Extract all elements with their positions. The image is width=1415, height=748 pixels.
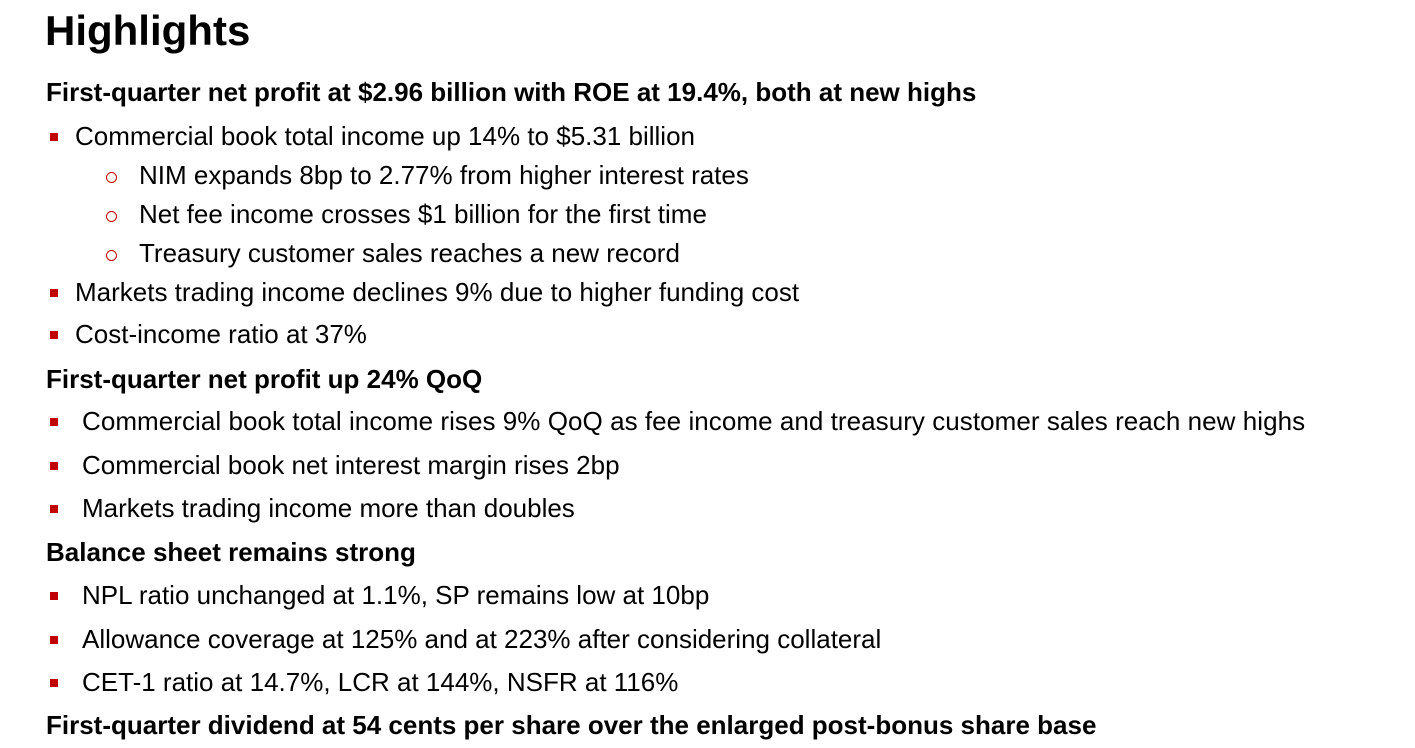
square-bullet-icon (50, 418, 58, 426)
square-bullet-icon (50, 289, 58, 297)
list-item (50, 449, 620, 481)
square-bullet-icon (50, 331, 58, 339)
list-item-text: NIM expands 8bp to 2.77% from higher interest rates (139, 160, 749, 190)
section-heading: Balance sheet remains strong (46, 537, 416, 567)
square-bullet-icon (50, 592, 58, 600)
list-item (50, 405, 1305, 437)
list-item-text: Markets trading income declines 9% due to higher funding cost (75, 277, 800, 307)
square-bullet-icon (50, 505, 58, 513)
circle-bullet-icon (106, 250, 117, 261)
list-item (50, 492, 575, 524)
list-item (50, 276, 799, 308)
sub-list-item (106, 159, 749, 191)
circle-bullet-icon (106, 172, 117, 183)
list-item (50, 579, 709, 611)
sub-list-item (106, 237, 680, 269)
list-item (50, 318, 367, 350)
circle-bullet-icon (106, 211, 117, 222)
list-item-text: Commercial book total income rises 9% QoQ as fee income and treasury customer sales reach new highs (82, 406, 1306, 436)
slide-title: Highlights (45, 7, 251, 54)
list-item-text: Cost-income ratio at 37% (75, 319, 367, 349)
list-item-text: Net fee income crosses $1 billion for the first time (139, 199, 707, 229)
list-item-text: Treasury customer sales reaches a new record (139, 238, 680, 268)
list-item-text: CET-1 ratio at 14.7%, LCR at 144%, NSFR at 116% (82, 667, 679, 697)
section-heading: First-quarter net profit at $2.96 billion with ROE at 19.4%, both at new highs (46, 77, 977, 107)
section-heading: First-quarter net profit up 24% QoQ (46, 364, 483, 394)
list-item (50, 120, 695, 152)
square-bullet-icon (50, 133, 58, 141)
list-item-text: Commercial book net interest margin rises 2bp (82, 450, 620, 480)
sub-list-item (106, 198, 707, 230)
list-item-text: Markets trading income more than doubles (82, 493, 575, 523)
square-bullet-icon (50, 636, 58, 644)
list-item-text: NPL ratio unchanged at 1.1%, SP remains low at 10bp (82, 580, 710, 610)
list-item-text: Allowance coverage at 125% and at 223% after considering collateral (82, 624, 882, 654)
square-bullet-icon (50, 679, 58, 687)
list-item (50, 666, 678, 698)
square-bullet-icon (50, 462, 58, 470)
list-item (50, 623, 881, 655)
list-item-text: Commercial book total income up 14% to $5.31 billion (75, 121, 696, 151)
section-heading: First-quarter dividend at 54 cents per share over the enlarged post-bonus share base (46, 710, 1097, 740)
